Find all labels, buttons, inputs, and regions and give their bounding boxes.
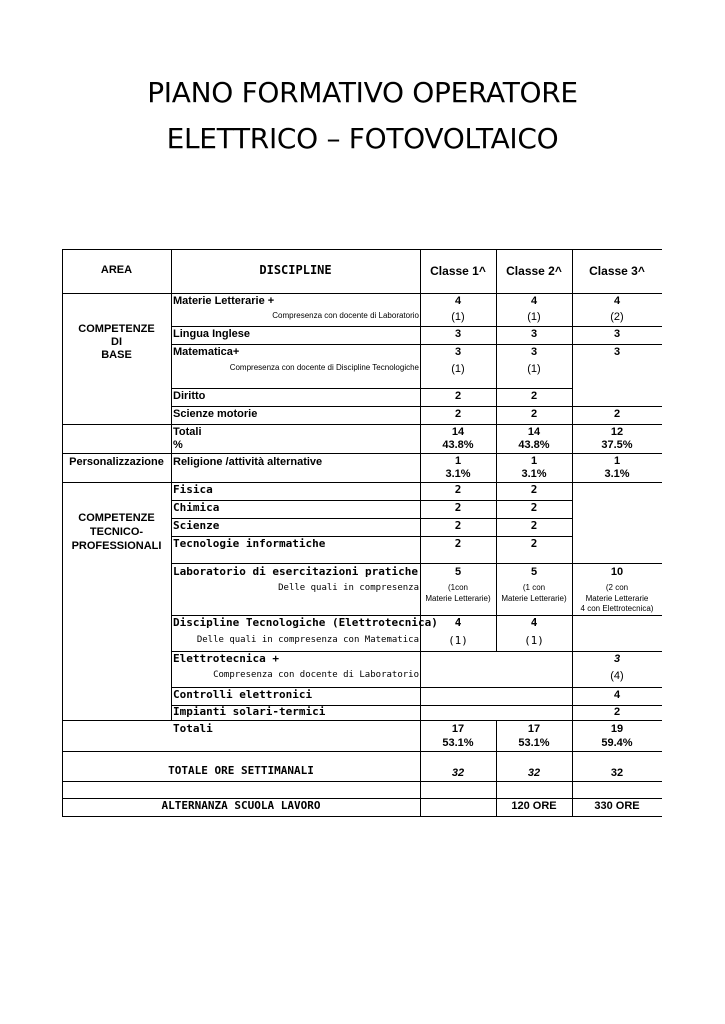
matematica-note: Compresenza con docente di Discipline Tecnologiche [229,363,419,372]
materie-letterarie-c1: 4 [454,295,462,307]
elettrotecnica-c3: 3 [613,653,621,665]
matematica-name: Matematica+ [173,346,240,358]
scienze-motorie-c3: 2 [613,408,621,420]
religione-c3: 1 [613,455,621,467]
impianti-solari-name: Impianti solari-termici [173,705,326,718]
alternanza-label: ALTERNANZA SCUOLA LAVORO [161,799,321,812]
page-title-line2: ELETTRICO – FOTOVOLTAICO [166,122,559,155]
area-base-label-l2: DI [111,336,122,348]
fisica-name: Fisica [173,483,213,496]
base-totali-c3-pct: 37.5% [601,439,633,451]
discipline-tecnologiche-name: Discipline Tecnologiche (Elettrotecnica) [173,616,438,629]
materie-letterarie-c3-compresenza: (2) [610,311,624,323]
lingua-inglese-c3: 3 [613,328,621,340]
alternanza-c2: 120 ORE [511,800,557,812]
discipline-tecnologiche-c2: 4 [530,616,538,629]
row-divider [171,388,573,389]
matematica-c1: 3 [454,346,462,358]
scienze-c2: 2 [530,519,538,532]
row-divider [62,453,662,454]
page-title-line1: PIANO FORMATIVO OPERATORE [147,76,578,109]
discipline-tecnologiche-c2-compresenza: (1) [524,634,544,647]
laboratorio-c3: 10 [610,566,624,578]
totale-ore-label: TOTALE ORE SETTIMANALI [168,764,314,777]
area-base-label-l3: BASE [101,349,132,361]
scienze-name: Scienze [173,519,220,532]
area-tecnico-label-l1: COMPETENZE [78,512,155,524]
base-totali-pct-label: % [173,439,183,451]
area-personalizzazione-label: Personalizzazione [69,456,164,468]
chimica-name: Chimica [173,501,220,514]
row-divider [171,326,662,327]
religione-c2: 1 [530,455,538,467]
elettrotecnica-name: Elettrotecnica + [173,652,279,665]
diritto-c1: 2 [454,390,462,402]
discipline-tecnologiche-c1: 4 [454,616,462,629]
row-divider [171,344,662,345]
row-divider [171,563,662,564]
discipline-tecnologiche-c1-compresenza: (1) [448,634,468,647]
religione-c1: 1 [454,455,462,467]
column-divider-area [171,249,172,720]
scienze-motorie-c2: 2 [530,408,538,420]
header-classe-3: Classe 3^ [589,264,645,278]
materie-letterarie-c2: 4 [530,295,538,307]
totale-ore-c1: 32 [451,767,465,779]
header-classe-1: Classe 1^ [430,264,486,278]
religione-c2-pct: 3.1% [521,468,547,480]
tecnico-totali-c1: 17 [451,723,465,735]
laboratorio-note: Delle quali in compresenza [278,583,419,593]
materie-letterarie-c2-compresenza: (1) [527,311,541,323]
tecnico-totali-c3-pct: 59.4% [601,737,633,749]
elettrotecnica-c3-compresenza: (4) [610,670,624,682]
row-divider [62,751,662,752]
impianti-solari-c3: 2 [613,706,621,718]
laboratorio-c2-note-l1: (1 con [522,583,546,592]
scienze-motorie-name: Scienze motorie [173,408,258,420]
row-divider [171,406,662,407]
totale-ore-c3: 32 [610,767,624,779]
materie-letterarie-name: Materie Letterarie + [173,295,275,307]
base-totali-c1-pct: 43.8% [442,439,474,451]
laboratorio-c1: 5 [454,566,462,578]
row-divider [171,518,573,519]
row-divider [62,781,662,782]
diritto-c2: 2 [530,390,538,402]
area-tecnico-label-l3: PROFESSIONALI [71,540,162,552]
row-divider [62,482,662,483]
matematica-c2: 3 [530,346,538,358]
discipline-tecnologiche-note: Delle quali in compresenza con Matematica [196,635,419,645]
matematica-c3: 3 [613,346,621,358]
area-tecnico-label-l2: TECNICO- [89,526,144,538]
elettrotecnica-note: Compresenza con docente di Laboratorio [213,670,419,680]
laboratorio-c2-note-l2: Materie Letterarie) [501,594,567,603]
chimica-c1: 2 [454,501,462,514]
area-base-label-l1: COMPETENZE [78,323,155,335]
row-divider [62,798,662,799]
chimica-c2: 2 [530,501,538,514]
diritto-name: Diritto [173,390,206,402]
table-border-bottom [62,816,662,817]
row-divider [62,424,662,425]
scienze-motorie-c1: 2 [454,408,462,420]
laboratorio-c3-note-l3: 4 con Elettrotecnica) [580,604,654,613]
row-divider [62,720,662,721]
fisica-c1: 2 [454,483,462,496]
base-totali-c2: 14 [527,426,541,438]
base-totali-c2-pct: 43.8% [518,439,550,451]
tecnico-totali-c2-pct: 53.1% [518,737,550,749]
base-totali-c3: 12 [610,426,624,438]
materie-letterarie-note: Compresenza con docente di Laboratorio [272,311,419,320]
controlli-elettronici-name: Controlli elettronici [173,688,313,701]
header-classe-2: Classe 2^ [506,264,562,278]
row-divider [171,500,573,501]
controlli-elettronici-c3: 4 [613,689,621,701]
tecnologie-informatiche-c1: 2 [454,537,462,550]
matematica-c2-compresenza: (1) [527,363,541,375]
religione-c3-pct: 3.1% [604,468,630,480]
religione-c1-pct: 3.1% [445,468,471,480]
tecnologie-informatiche-name: Tecnologie informatiche [173,537,326,550]
scienze-c1: 2 [454,519,462,532]
religione-name: Religione /attività alternative [173,456,323,468]
base-totali-label: Totali [173,426,202,438]
laboratorio-c1-note-l2: Materie Letterarie) [425,594,491,603]
laboratorio-c2: 5 [530,566,538,578]
lingua-inglese-name: Lingua Inglese [173,328,251,340]
tecnologie-informatiche-c2: 2 [530,537,538,550]
tecnico-totali-c2: 17 [527,723,541,735]
row-divider [62,293,662,294]
laboratorio-c3-note-l2: Materie Letterarie [585,594,649,603]
laboratorio-c1-note-l1: (1con [447,583,468,592]
header-discipline: DISCIPLINE [259,263,332,277]
tecnico-totali-c3: 19 [610,723,624,735]
laboratorio-name: Laboratorio di esercitazioni pratiche [173,565,419,578]
alternanza-c3: 330 ORE [594,800,640,812]
materie-letterarie-c1-compresenza: (1) [451,311,465,323]
materie-letterarie-c3: 4 [613,295,621,307]
tecnico-totali-c1-pct: 53.1% [442,737,474,749]
fisica-c2: 2 [530,483,538,496]
tecnico-totali-label: Totali [173,722,213,735]
lingua-inglese-c2: 3 [530,328,538,340]
matematica-c1-compresenza: (1) [451,363,465,375]
laboratorio-c3-note-l1: (2 con [605,583,629,592]
header-area: AREA [100,264,133,276]
lingua-inglese-c1: 3 [454,328,462,340]
row-divider [62,249,662,250]
training-plan-table [62,249,662,819]
totale-ore-c2: 32 [527,767,541,779]
base-totali-c1: 14 [451,426,465,438]
